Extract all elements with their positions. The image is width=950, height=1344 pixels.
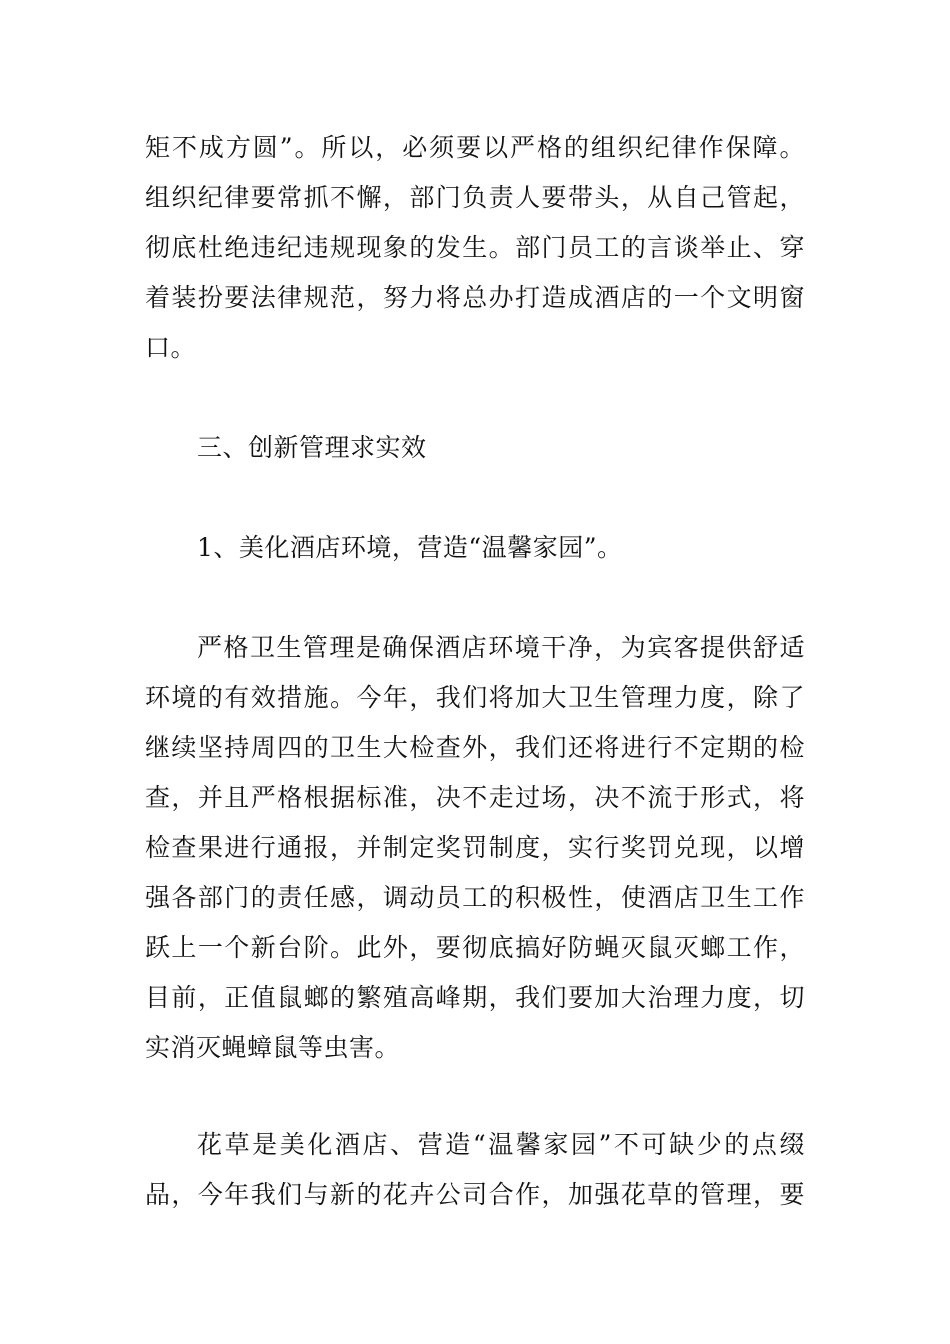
text-line: 跃上一个新台阶。此外，要彻底搞好防蝇灭鼠灭螂工作， (145, 933, 805, 962)
heading-three: 三、创新管理求实效 (197, 433, 427, 462)
text-line: 彻底杜绝违纪违规现象的发生。部门员工的言谈举止、穿 (145, 233, 805, 262)
paragraph-discipline (145, 123, 805, 373)
text-line: 严格卫生管理是确保酒店环境干净，为宾客提供舒适 (197, 633, 805, 662)
text-line: 实消灭蝇蟑鼠等虫害。 (145, 1033, 401, 1062)
text-line: 环境的有效措施。今年，我们将加大卫生管理力度，除了 (145, 683, 805, 712)
subheading-one: 1、美化酒店环境，营造“温馨家园”。 (197, 533, 623, 562)
text-line: 着装扮要法律规范，努力将总办打造成酒店的一个文明窗 (145, 283, 805, 312)
subsection-heading (145, 523, 805, 573)
section-heading (145, 423, 805, 473)
text-line: 口。 (145, 333, 197, 362)
paragraph-hygiene (145, 623, 805, 1073)
text-line: 检查果进行通报，并制定奖罚制度，实行奖罚兑现，以增 (145, 833, 805, 862)
text-line: 强各部门的责任感，调动员工的积极性，使酒店卫生工作 (145, 883, 805, 912)
text-line: 组织纪律要常抓不懈，部门负责人要带头，从自己管起， (145, 183, 805, 212)
text-line: 继续坚持周四的卫生大检查外，我们还将进行不定期的检 (145, 733, 805, 762)
text-line: 矩不成方圆”。所以，必须要以严格的组织纪律作保障。 (145, 133, 805, 162)
text-line: 目前，正值鼠螂的繁殖高峰期，我们要加大治理力度，切 (145, 983, 805, 1012)
paragraph-flowers (145, 1120, 805, 1220)
text-line: 品，今年我们与新的花卉公司合作，加强花草的管理，要 (145, 1180, 805, 1209)
text-line: 查，并且严格根据标准，决不走过场，决不流于形式，将 (145, 783, 805, 812)
text-line: 花草是美化酒店、营造“温馨家园”不可缺少的点缀 (197, 1130, 805, 1159)
